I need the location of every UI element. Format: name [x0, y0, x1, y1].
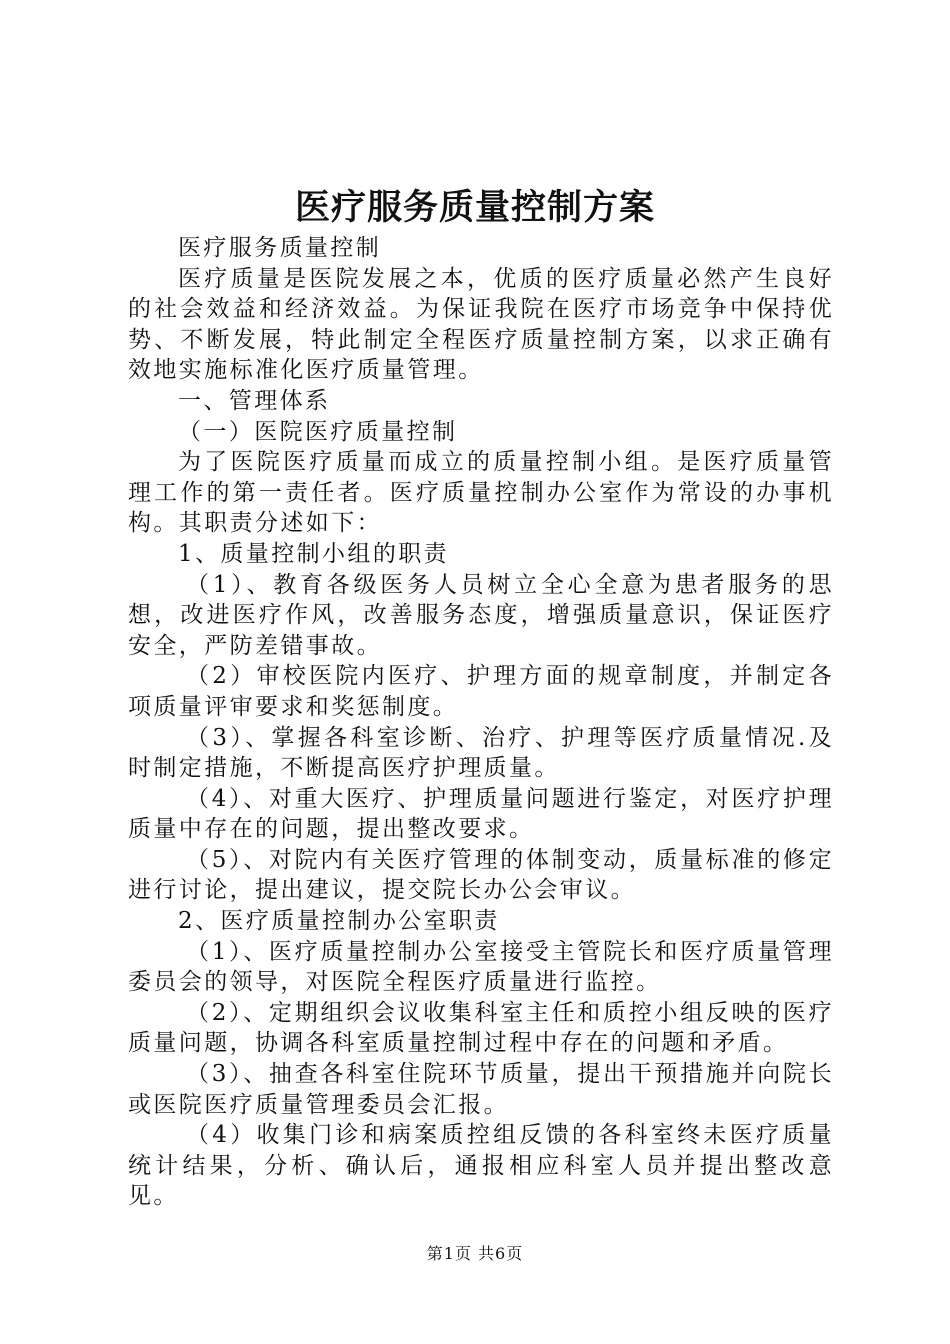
list-item: （3）、掌握各科室诊断、治疗、护理等医疗质量情况.及时制定措施，不断提高医疗护理质量。 [128, 724, 834, 782]
list-item: （1）、教育各级医务人员树立全心全意为患者服务的思想，改进医疗作风，改善服务态度，增强质量意识，保证医疗安全，严防差错事故。 [128, 571, 834, 659]
subsection-heading: （一）医院医疗质量控制 [178, 418, 458, 445]
document-body [128, 233, 834, 1212]
item-heading: 2、医疗质量控制办公室职责 [178, 908, 500, 935]
section-heading: 一、管理体系 [178, 387, 331, 414]
list-item: （2）审校医院内医疗、护理方面的规章制度，并制定各项质量评审要求和奖惩制度。 [128, 663, 834, 720]
list-item: （4）收集门诊和病案质控组反馈的各科室终未医疗质量统计结果，分析、确认后，通报相应科室人员并提出整改意见。 [128, 1122, 834, 1210]
list-item: （4）、对重大医疗、护理质量问题进行鉴定，对医疗护理质量中存在的问题，提出整改要求。 [128, 785, 834, 843]
paragraph: 为了医院医疗质量而成立的质量控制小组。是医疗质量管理工作的第一责任者。医疗质量控制办公室作为常设的办事机构。其职责分述如下： [128, 449, 834, 537]
list-item: （5）、对院内有关医疗管理的体制变动，质量标准的修定进行讨论，提出建议，提交院长办公会审议。 [128, 846, 834, 904]
list-item: （3）、抽查各科室住院环节质量，提出干预措施并向院长或医院医疗质量管理委员会汇报。 [128, 1061, 834, 1118]
page-number: 第1页 共6页 [426, 1244, 524, 1263]
list-item: （1）、医疗质量控制办公室接受主管院长和医疗质量管理委员会的领导，对医院全程医疗质量进行监控。 [128, 938, 834, 996]
paragraph: 医疗质量是医院发展之本，优质的医疗质量必然产生良好的社会效益和经济效益。为保证我院在医疗市场竞争中保持优势、不断发展，特此制定全程医疗质量控制方案，以求正确有效地实施标准化医疗质量管理。 [128, 265, 834, 384]
item-heading: 1、质量控制小组的职责 [178, 540, 450, 567]
paragraph: 医疗服务质量控制 [178, 235, 382, 261]
document-title: 医疗服务质量控制方案 [294, 187, 655, 228]
list-item: （2）、定期组织会议收集科室主任和质控小组反映的医疗质量问题，协调各科室质量控制过程中存在的问题和矛盾。 [128, 999, 834, 1057]
